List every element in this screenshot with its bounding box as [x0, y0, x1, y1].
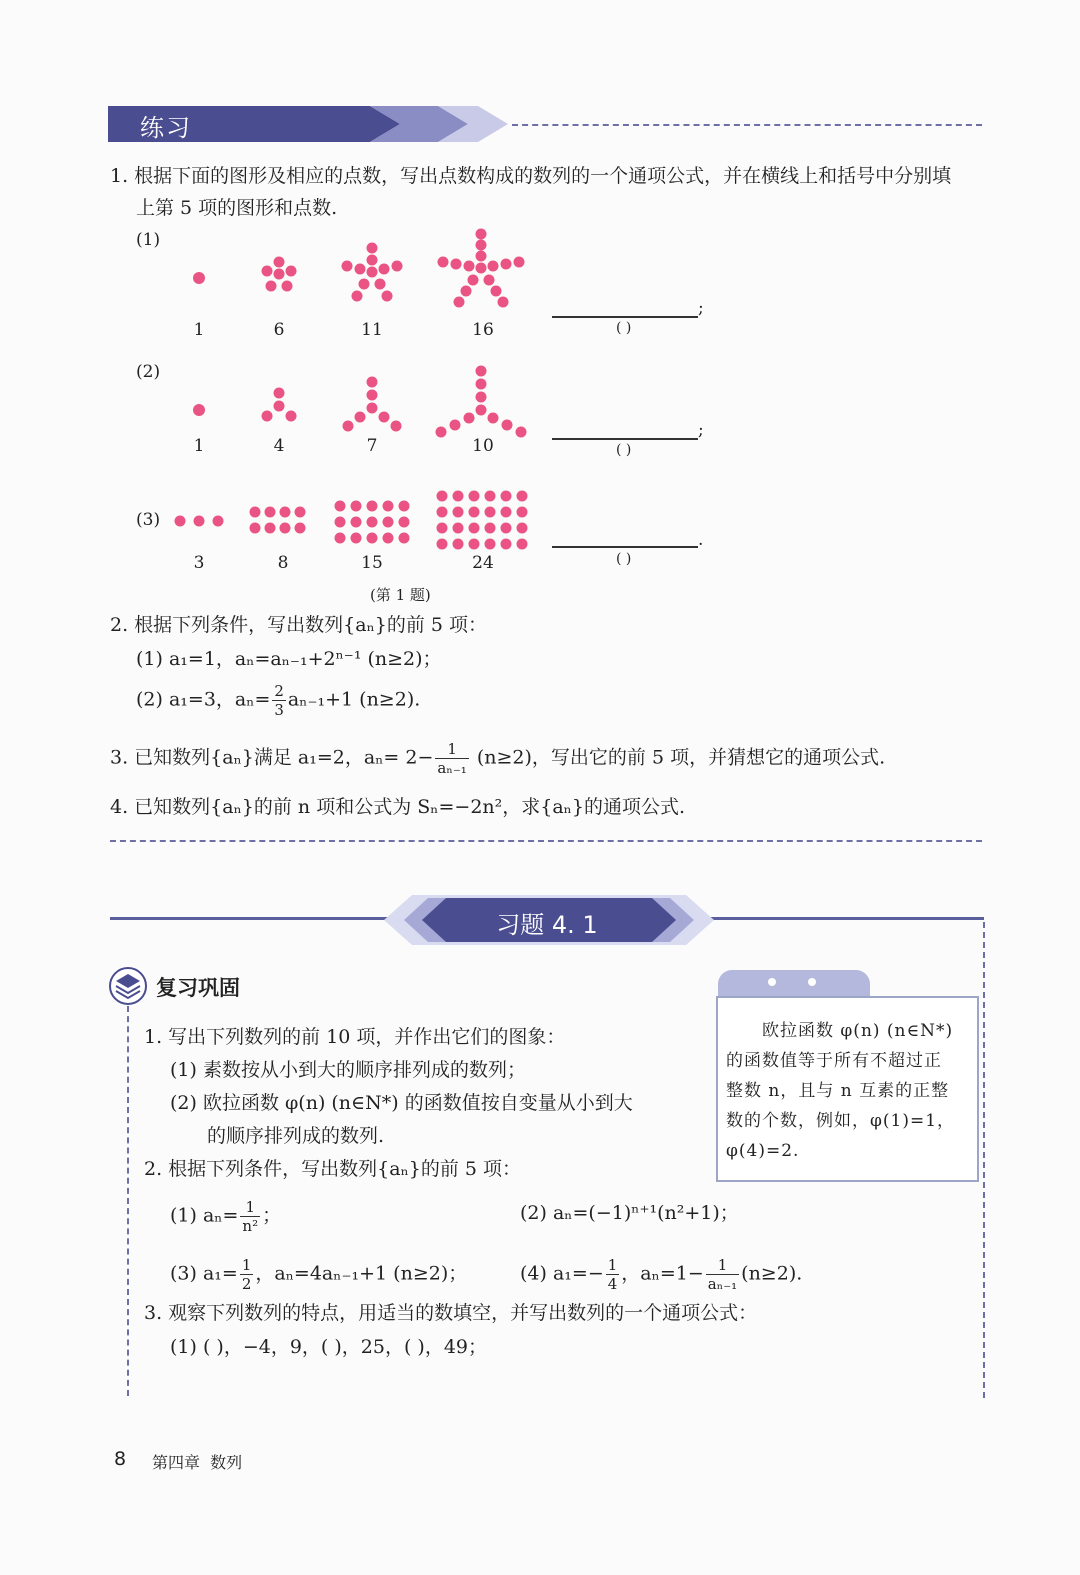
r1-sub2-line1: (2) 欧拉函数 φ(n) (n∈N*) 的函数值按自变量从小到大	[170, 1092, 633, 1114]
practice-bottom-dash	[110, 840, 982, 842]
q2-sub2-pre: (2) a₁=3，aₙ=	[136, 688, 271, 711]
tri-figure-2	[262, 388, 297, 422]
star-figure-4	[438, 229, 525, 308]
chapter-title: 第四章 数列	[152, 1453, 243, 1472]
p3-count-2: 8	[277, 553, 289, 573]
r2-text: 2. 根据下列条件，写出数列{aₙ}的前 5 项：	[144, 1158, 522, 1180]
q2-sub2	[136, 682, 420, 719]
p2-semicolon: ;	[698, 420, 704, 440]
q2-text: 2. 根据下列条件，写出数列{aₙ}的前 5 项：	[110, 614, 488, 636]
q2-sub2-fraction: $\frac{2}{3}$	[274, 682, 284, 719]
q2-sub1: (1) a₁=1，aₙ=aₙ₋₁+2ⁿ⁻¹ (n≥2)；	[136, 648, 442, 670]
p2-count-1: 1	[193, 436, 205, 456]
star-figure-2	[262, 257, 297, 292]
q1-part1-label: (1)	[136, 230, 161, 250]
q1-text-line2: 上第 5 项的图形和点数.	[136, 197, 338, 219]
p3-period: .	[698, 530, 704, 550]
grid-figure-4	[437, 491, 528, 550]
exercise-banner-title: 习题 4. 1	[496, 911, 598, 939]
p1-count-3: 11	[361, 320, 383, 340]
dot-figures	[0, 0, 1080, 600]
p2-count-paren[interactable]: ( )	[616, 442, 632, 458]
q3-text	[110, 740, 885, 777]
tri-figure-1	[193, 404, 205, 416]
sidebar-line5: φ(4)=2.	[726, 1141, 800, 1161]
sidebar-tab-dot-left	[768, 978, 776, 986]
p1-count-4: 16	[472, 320, 494, 340]
p2-count-4: 10	[472, 436, 494, 456]
grid-figure-1	[175, 516, 224, 527]
q1-caption: (第 1 题)	[370, 586, 431, 604]
p1-count-2: 6	[273, 320, 285, 340]
p1-count-1: 1	[193, 320, 205, 340]
q2-sub2-post: aₙ₋₁+1 (n≥2).	[287, 688, 421, 711]
sidebar-line2: 的函数值等于所有不超过正	[726, 1051, 942, 1071]
tri-figure-4	[436, 366, 527, 438]
p3-count-paren[interactable]: ( )	[616, 551, 632, 567]
exercise-right-border	[983, 922, 985, 1398]
r2-s2: (2) aₙ=(−1)ⁿ⁺¹(n²+1)；	[520, 1202, 739, 1224]
grid-figure-2	[250, 507, 306, 534]
q3-fraction: $\frac{1}{\text{aₙ₋₁}}$	[437, 740, 467, 777]
r2-s3: (3) a₁= $\frac{1}{2}$ ，aₙ=4aₙ₋₁+1 (n≥2)；	[170, 1256, 468, 1293]
q3-post: (n≥2)，写出它的前 5 项，并猜想它的通项公式.	[476, 746, 886, 769]
r1-sub2-line2: 的顺序排列成的数列.	[207, 1125, 385, 1147]
q1-part3-label: (3)	[136, 510, 161, 530]
q1-text-line1: 1. 根据下面的图形及相应的点数，写出点数构成的数列的一个通项公式，并在横线上和括号中分别填	[110, 165, 952, 187]
p2-count-3: 7	[366, 436, 378, 456]
exercise-banner-line-left	[110, 917, 400, 920]
exercise-left-border	[127, 1006, 129, 1396]
q4-text: 4. 已知数列{aₙ}的前 n 项和公式为 Sₙ=−2n²，求{aₙ}的通项公式.	[110, 796, 686, 818]
sidebar-line1: 欧拉函数 φ(n) (n∈N*)	[762, 1021, 954, 1041]
review-title: 复习巩固	[156, 976, 240, 1000]
page-number: 8	[114, 1448, 127, 1470]
r3-sub1: (1) ( )，−4，9，( )，25，( )，49；	[170, 1336, 487, 1358]
r1-sub1: (1) 素数按从小到大的顺序排列成的数列；	[170, 1059, 526, 1081]
review-layers-icon	[108, 966, 148, 1006]
exercise-banner-line-right	[700, 917, 984, 920]
p1-answer-blank[interactable]	[552, 316, 698, 318]
r3-text: 3. 观察下列数列的特点，用适当的数填空，并写出数列的一个通项公式：	[144, 1302, 758, 1324]
grid-figure-3	[335, 501, 410, 544]
p2-count-2: 4	[273, 436, 285, 456]
q3-pre: 3. 已知数列{aₙ}满足 a₁=2，aₙ= 2−	[110, 746, 434, 769]
sidebar-line4: 数的个数，例如，φ(1)=1，	[726, 1111, 956, 1131]
sidebar-text	[726, 1016, 970, 1166]
sidebar-line3: 整数 n，且与 n 互素的正整	[726, 1081, 950, 1101]
p1-semicolon: ;	[698, 298, 704, 318]
r2-s4: (4) a₁=− $\frac{1}{4}$ ，aₙ=1− $\frac{1}{\text{aₙ₋₁}}$ (n≥2).	[520, 1256, 803, 1293]
p3-count-4: 24	[472, 553, 494, 573]
sidebar-tab-dot-right	[808, 978, 816, 986]
r2-s1: (1) aₙ= $\frac{1}{\text{n²}}$ ；	[170, 1198, 282, 1235]
p3-answer-blank[interactable]	[552, 546, 698, 548]
p1-count-paren[interactable]: ( )	[616, 320, 632, 336]
practice-title: 练习	[140, 114, 192, 142]
tri-figure-3	[343, 377, 402, 432]
star-figure-3	[342, 243, 403, 302]
p3-count-1: 3	[193, 553, 205, 573]
p2-answer-blank[interactable]	[552, 438, 698, 440]
r1-text: 1. 写出下列数列的前 10 项，并作出它们的图象：	[144, 1026, 566, 1048]
sidebar-tab	[718, 970, 870, 996]
star-figure-1	[193, 272, 205, 284]
q1-part2-label: (2)	[136, 362, 161, 382]
p3-count-3: 15	[361, 553, 383, 573]
